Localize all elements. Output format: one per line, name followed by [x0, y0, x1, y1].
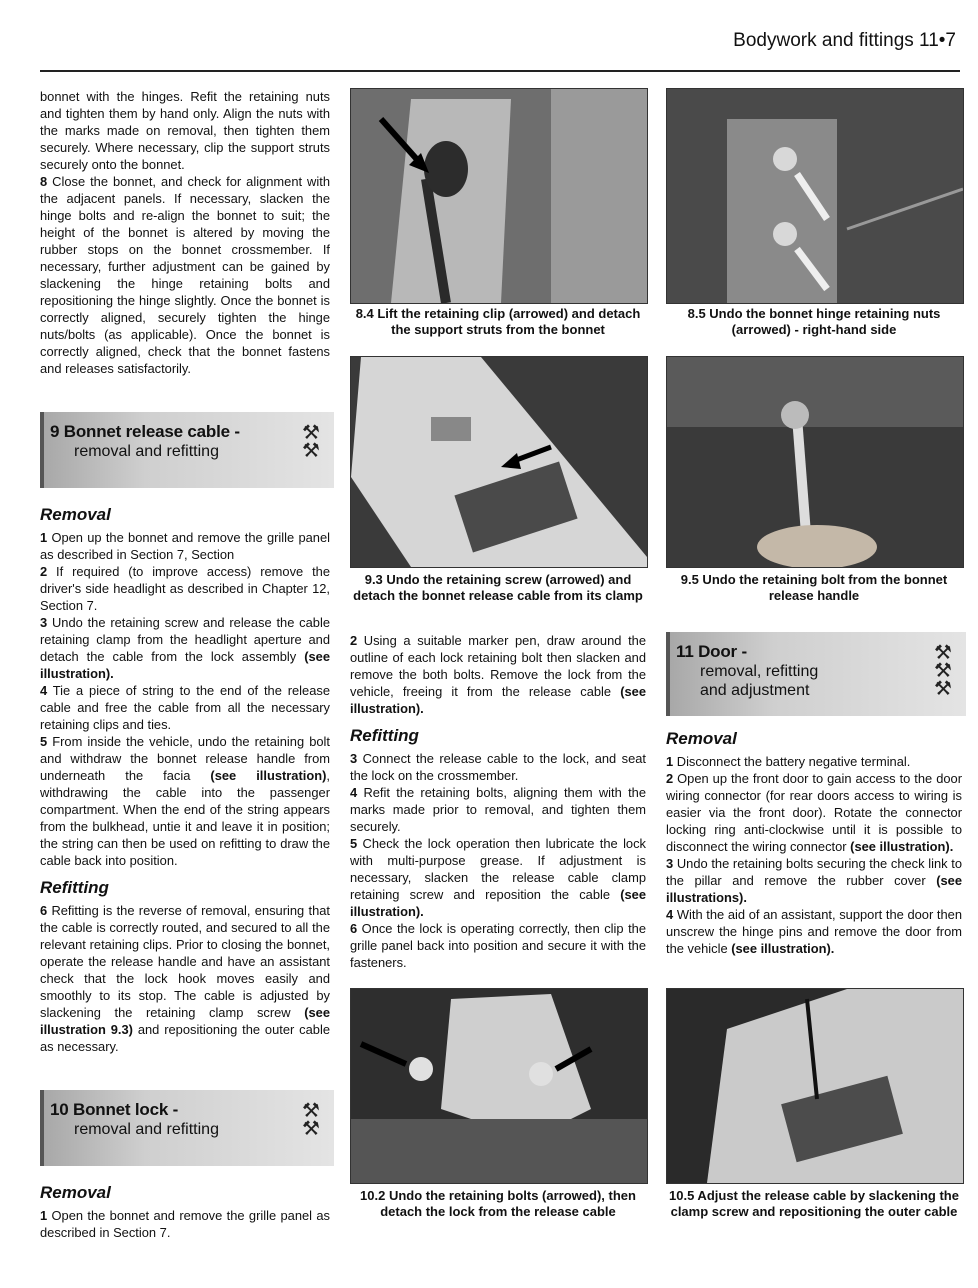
spanner-rating-icon: ⚒ ⚒	[302, 422, 320, 462]
removal-heading: Removal	[666, 729, 737, 748]
step-9-3: 3 Undo the retaining screw and release the cable retaining clamp from the headlight aperture and detach the cable from the lock assembly (see illustration).	[40, 615, 330, 681]
section-11-subtitle-1: removal, refitting	[700, 663, 819, 680]
step-11-4: 4 With the aid of an assistant, support the door then unscrew the hinge pins and remove the door from the vehicle (see illustration).	[666, 907, 962, 956]
caption-10-2: 10.2 Undo the retaining bolts (arrowed), then detach the lock from the release cable	[360, 1188, 636, 1219]
removal-heading: Removal	[40, 1183, 111, 1202]
step-10-2: 2 Using a suitable marker pen, draw around the outline of each lock retaining bolt then slacken and remove the both bolts. Remove the lock from the vehicle, freeing it from the release cable (see illustration).	[350, 633, 646, 716]
refitting-heading: Refitting	[40, 878, 109, 897]
section-10-heading-box	[40, 1090, 334, 1166]
column-1-section-10	[40, 1174, 330, 1241]
caption-10-5: 10.5 Adjust the release cable by slackening the clamp screw and repositioning the outer cable	[669, 1188, 959, 1219]
refitting-heading: Refitting	[350, 726, 419, 745]
photo-9-5	[666, 356, 964, 568]
step-11-2: 2 Open up the front door to gain access to the door wiring connector (for rear doors access to wiring is easier via the front door). Rotate the connector locking ring anti-clockwise until it is possible to disconnect the wiring connector (see illustration).	[666, 771, 962, 854]
step-9-2: 2 If required (to improve access) remove the driver's side headlight as described in Chapter 12, Section 7.	[40, 564, 330, 613]
section-11-subtitle-2: and adjustment	[700, 682, 810, 699]
step-11-3: 3 Undo the retaining bolts securing the check link to the pillar and remove the rubber cover (see illustrations).	[666, 856, 962, 905]
paragraph-intro: bonnet with the hinges. Refit the retaining nuts and tighten them by hand only. Align the nuts with the marks made on removal, then tighten them securely. Where necessary, clip the support struts securely onto the bonnet.	[40, 89, 330, 172]
column-2-text	[350, 632, 646, 971]
spanner-rating-icon: ⚒ ⚒ ⚒	[934, 642, 952, 700]
section-10-subtitle: removal and refitting	[74, 1121, 219, 1138]
step-10-3: 3 Connect the release cable to the lock, and seat the lock on the crossmember.	[350, 751, 646, 783]
removal-heading: Removal	[40, 505, 111, 524]
column-1-top	[40, 88, 330, 377]
step-10-5: 5 Check the lock operation then lubricate the lock with multi-purpose grease. If adjustment is necessary, slacken the release cable clamp retaining screw and reposition the cable (see illustration).	[350, 836, 646, 919]
step-11-1: 1 Disconnect the battery negative terminal.	[666, 754, 911, 769]
step-9-5: 5 From inside the vehicle, undo the retaining bolt and withdraw the bonnet release handle from underneath the facia (see illustration), withdrawing the cable into the passenger compartment. When the end of the string appears from the bulkhead, untie it and leave it in position; the string can then be used on refitting to draw the cable back into position.	[40, 734, 330, 868]
section-9-heading-box	[40, 412, 334, 488]
caption-8-4: 8.4 Lift the retaining clip (arrowed) and detach the support struts from the bonnet	[355, 306, 641, 337]
photo-10-2	[350, 988, 648, 1184]
paragraph-8: 8 Close the bonnet, and check for alignment with the adjacent panels. If necessary, slacken the hinge bolts and re-align the bonnet to suit; the height of the bonnet is altered by moving the rubber stops on the bonnet crossmember. If necessary, further adjustment can be gained by slackening the hinge retaining bolts and repositioning the hinge slightly. Once the bonnet is correctly aligned, securely tighten the hinge nuts/bolts (as applicable). Once the bonnet is correctly aligned, check that the bonnet fastens and releases satisfactorily.	[40, 174, 330, 376]
caption-8-5: 8.5 Undo the bonnet hinge retaining nuts (arrowed) - right-hand side	[687, 306, 941, 337]
step-10-1: 1 Open the bonnet and remove the grille panel as described in Section 7.	[40, 1208, 330, 1240]
step-10-6: 6 Once the lock is operating correctly, then clip the grille panel back into position and secure it with the fasteners.	[350, 921, 646, 970]
caption-9-3: 9.3 Undo the retaining screw (arrowed) and detach the bonnet release cable from its clamp	[353, 572, 643, 603]
header-rule	[40, 70, 960, 72]
step-9-1: 1 Open up the bonnet and remove the grille panel as described in Section 7, Section	[40, 530, 330, 562]
step-10-4: 4 Refit the retaining bolts, aligning them with the marks made prior to removal, and tighten them securely.	[350, 785, 646, 834]
section-11-heading-box	[666, 632, 966, 716]
section-9-subtitle: removal and refitting	[74, 443, 219, 460]
caption-9-5: 9.5 Undo the retaining bolt from the bonnet release handle	[680, 572, 948, 603]
section-10-title: 10 Bonnet lock -	[50, 1100, 179, 1119]
photo-9-3	[350, 356, 648, 568]
section-9-title: 9 Bonnet release cable -	[50, 422, 240, 441]
column-3-text	[666, 720, 962, 957]
step-9-6: 6 Refitting is the reverse of removal, ensuring that the cable is correctly routed, and secured to all the relevant retaining clips. Prior to closing the bonnet, operate the release handle and have an assistant check that the lock hook moves easily and smoothly to its stop. The cable is adjusted by slackening the retaining clamp screw (see illustration 9.3) and repositioning the outer cable as necessary.	[40, 903, 330, 1054]
page-header-title: Bodywork and fittings 11•7	[733, 30, 956, 51]
photo-10-5	[666, 988, 964, 1184]
photo-8-4	[350, 88, 648, 304]
photo-8-5	[666, 88, 964, 304]
section-11-title: 11 Door -	[676, 642, 747, 661]
column-1-section-9	[40, 496, 330, 1055]
spanner-rating-icon: ⚒ ⚒	[302, 1100, 320, 1140]
step-9-4: 4 Tie a piece of string to the end of the release cable and free the cable from all the necessary retaining clips and ties.	[40, 683, 330, 732]
